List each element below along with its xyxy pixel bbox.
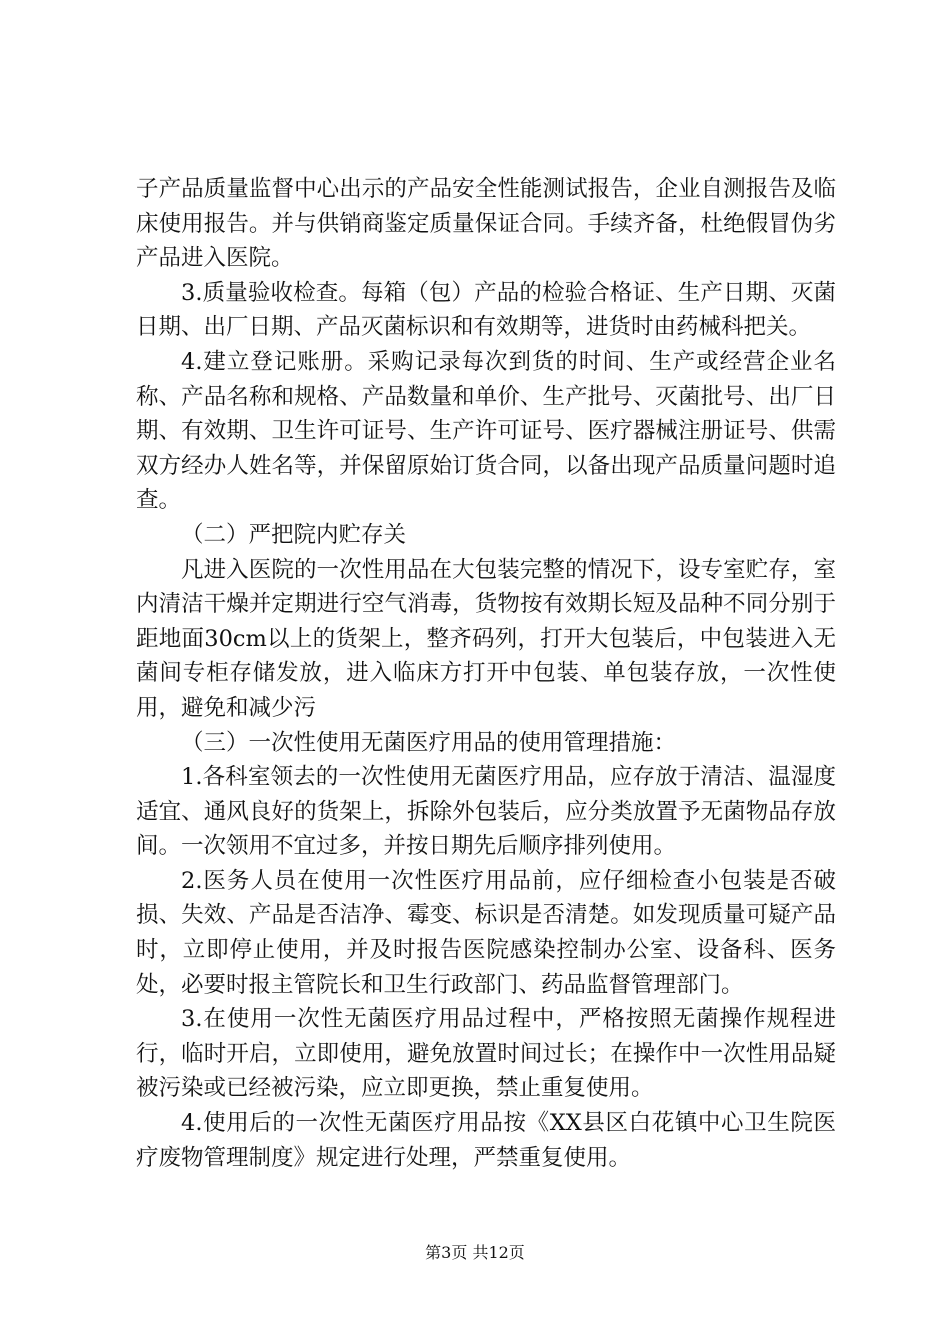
section-heading-storage: （二）严把院内贮存关 [181,521,407,548]
paragraph-usage-1: 1.各科室领去的一次性使用无菌医疗用品，应存放于清洁、温湿度适宜、通风良好的货架上，拆除外包装后，应分类放置予无菌物品存放间。一次领用不宜过多，并按日期先后顺序排列使用。 [136,764,836,860]
paragraph-storage: 凡进入医院的一次性用品在大包装完整的情况下，设专室贮存，室内清洁干燥并定期进行空气消毒，货物按有效期长短及品种不同分别于距地面30cm以上的货架上，整齐码列，打开大包装后，中包装进入无菌间专柜存储发放，进入临床方打开中包装、单包装存放，一次性使用，避免和减少污 [136,556,836,721]
paragraph-continuation: 子产品质量监督中心出示的产品安全性能测试报告，企业自测报告及临床使用报告。并与供销商鉴定质量保证合同。手续齐备，杜绝假冒伪劣产品进入医院。 [136,176,836,272]
paragraph-registration-ledger: 4.建立登记账册。采购记录每次到货的时间、生产或经营企业名称、产品名称和规格、产品数量和单价、生产批号、灭菌批号、出厂日期、有效期、卫生许可证号、生产许可证号、医疗器械注册证号、供需双方经办人姓名等，并保留原始订货合同，以备出现产品质量问题时追查。 [136,348,836,514]
document-body [136,172,836,1175]
paragraph-usage-4: 4.使用后的一次性无菌医疗用品按《XX县区白花镇中心卫生院医疗废物管理制度》规定进行处理，严禁重复使用。 [136,1110,836,1171]
paragraph-usage-3: 3.在使用一次性无菌医疗用品过程中，严格按照无菌操作规程进行，临时开启，立即使用，避免放置时间过长；在操作中一次性用品疑被污染或已经被污染，应立即更换，禁止重复使用。 [136,1006,836,1102]
page-footer: 第3页 共12页 [425,1243,525,1262]
paragraph-quality-inspection: 3.质量验收检查。每箱（包）产品的检验合格证、生产日期、灭菌日期、出厂日期、产品灭菌标识和有效期等，进货时由药械科把关。 [136,279,836,341]
paragraph-usage-2: 2.医务人员在使用一次性医疗用品前，应仔细检查小包装是否破损、失效、产品是否洁净、霉变、标识是否清楚。如发现质量可疑产品时，立即停止使用，并及时报告医院感染控制办公室、设备科、医务处，必要时报主管院长和卫生行政部门、药品监督管理部门。 [136,867,836,998]
section-heading-usage-measures: （三）一次性使用无菌医疗用品的使用管理措施： [181,729,677,756]
